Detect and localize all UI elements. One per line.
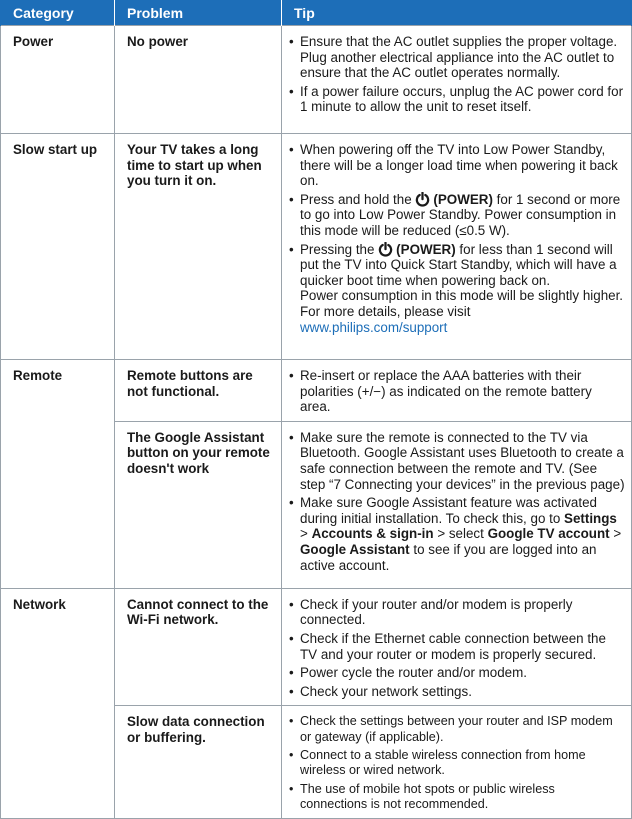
tip-item: • Check if your router and/or modem is properly connected. <box>289 597 625 628</box>
tip-extra: Power consumption in this mode will be slightly higher. For more details, please visit <box>300 288 624 319</box>
header-tip: Tip <box>282 0 632 26</box>
menu-google-assistant: Google Assistant <box>300 541 410 557</box>
menu-settings: Settings <box>564 510 617 526</box>
tip-item: • Power cycle the router and/or modem. <box>289 665 625 681</box>
tip-item: • Ensure that the AC outlet supplies the proper voltage. Plug another electrical appliance into the AC outlet to ensure that the AC outlet operates normally. <box>289 34 625 81</box>
tip-item: • Connect to a stable wireless connection from home wireless or wired network. <box>289 748 625 779</box>
support-link[interactable]: www.philips.com/support <box>300 319 448 335</box>
table-row <box>1 360 632 422</box>
tip-cell <box>282 360 632 422</box>
tip-item: • When powering off the TV into Low Power Standby, there will be a longer load time when powering it back on. <box>289 142 625 189</box>
table-row <box>1 134 632 360</box>
header-row <box>1 0 632 26</box>
tip-cell <box>282 588 632 706</box>
header-category: Category <box>1 0 115 26</box>
category-cell: Network <box>1 588 115 818</box>
tip-item: • Pressing the (POWER) for less than 1 second will put the TV into Quick Start Standby, which will have a quicker boot time when powering back on. Power consumption in this mode will be slightly higher. For more details, please visit www.philips.com/support <box>289 242 625 336</box>
problem-cell: Slow data connection or buffering. <box>115 706 282 819</box>
tip-item: • Press and hold the (POWER) for 1 second or more to go into Low Power Standby. Power consumption in this mode will be reduced (≤0.5 W). <box>289 192 625 239</box>
power-label: (POWER) <box>433 191 493 207</box>
power-label: (POWER) <box>396 241 456 257</box>
problem-cell: Your TV takes a long time to start up when you turn it on. <box>115 134 282 360</box>
tip-item: • Check your network settings. <box>289 684 625 700</box>
problem-cell: No power <box>115 26 282 134</box>
category-cell: Remote <box>1 360 115 589</box>
problem-cell: The Google Assistant button on your remote doesn't work <box>115 421 282 588</box>
tip-item: • If a power failure occurs, unplug the AC power cord for 1 minute to allow the unit to reset itself. <box>289 84 625 115</box>
category-cell: Power <box>1 26 115 134</box>
table-row <box>1 588 632 706</box>
tip-item: • The use of mobile hot spots or public wireless connections is not recommended. <box>289 782 625 813</box>
category-cell: Slow start up <box>1 134 115 360</box>
tip-cell <box>282 26 632 134</box>
tip-cell <box>282 134 632 360</box>
menu-accounts: Accounts & sign-in <box>311 526 434 542</box>
tip-item: • Re-insert or replace the AAA batteries with their polarities (+/−) as indicated on the remote battery area. <box>289 368 625 415</box>
tip-item: • Check the settings between your router and ISP modem or gateway (if applicable). <box>289 714 625 745</box>
tip-cell <box>282 706 632 819</box>
header-problem: Problem <box>115 0 282 26</box>
tip-item: • Check if the Ethernet cable connection between the TV and your router or modem is properly secured. <box>289 631 625 662</box>
tip-item: • Make sure Google Assistant feature was activated during initial installation. To check this, go to Settings > Accounts & sign-in > select Google TV account > Google Assistant to see if you are logged into an active account. <box>289 495 625 573</box>
tip-item: • Make sure the remote is connected to the TV via Bluetooth. Google Assistant uses Bluetooth to create a safe connection between the remote and TV. (See step “7 Connecting your devices” in the previous page) <box>289 430 625 492</box>
problem-cell: Cannot connect to the Wi-Fi network. <box>115 588 282 706</box>
power-icon <box>378 242 393 257</box>
tip-cell <box>282 421 632 588</box>
power-icon <box>415 192 430 207</box>
table-row <box>1 26 632 134</box>
menu-google-tv-account: Google TV account <box>487 526 610 542</box>
problem-cell: Remote buttons are not functional. <box>115 360 282 422</box>
